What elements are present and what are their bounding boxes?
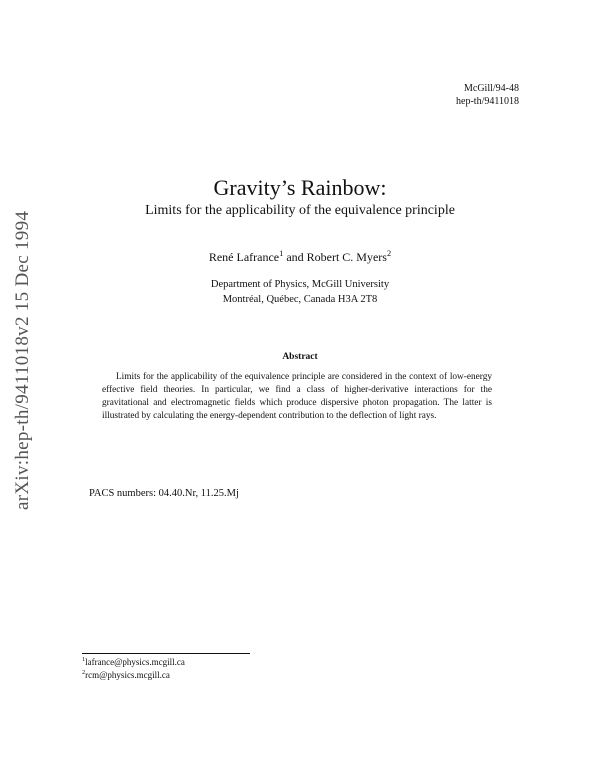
footnote-1	[82, 656, 185, 669]
footnote-2-email: rcm@physics.mcgill.ca	[85, 670, 170, 680]
author-line	[0, 250, 600, 265]
author-connector: and	[283, 250, 307, 264]
pacs-numbers: PACS numbers: 04.40.Nr, 11.25.Mj	[89, 488, 239, 499]
abstract-heading: Abstract	[282, 352, 318, 362]
report-numbers	[456, 82, 519, 108]
footnote-2	[82, 669, 185, 682]
affiliation-department: Department of Physics, McGill University	[210, 279, 390, 290]
footnote-1-mark: 1	[82, 656, 86, 663]
paper-subtitle: Limits for the applicability of the equivalence principle	[145, 203, 455, 218]
arxiv-sidebar-stamp: arXiv:hep-th/9411018v2 15 Dec 1994	[12, 210, 33, 510]
footnote-mark-1: 1	[279, 249, 284, 258]
footnotes	[82, 656, 185, 682]
footnote-1-email: lafrance@physics.mcgill.ca	[85, 657, 185, 667]
abstract-text: Limits for the applicability of the equivalence principle are considered in the context of low-energy effective field theories. In particular, we find a class of higher-derivative interactions for the gravitational and electromagnetic fields which produce dispersive photon propagation. The latter is illustrated by calculating the energy-dependent contribution to the deflection of light rays.	[102, 372, 492, 421]
footnote-mark-2: 2	[386, 249, 392, 258]
paper-title: Gravity’s Rainbow:	[213, 175, 387, 200]
affiliation-address: Montréal, Québec, Canada H3A 2T8	[222, 294, 378, 305]
footnote-rule	[82, 653, 250, 654]
author-lafrance: René Lafrance	[208, 250, 280, 264]
report-number-mcgill: McGill/94-48	[464, 83, 519, 94]
author-myers: Robert C. Myers	[306, 250, 387, 264]
affiliation	[0, 277, 600, 307]
report-number-arxiv: hep-th/9411018	[456, 96, 519, 107]
footnote-2-mark: 2	[82, 669, 86, 676]
